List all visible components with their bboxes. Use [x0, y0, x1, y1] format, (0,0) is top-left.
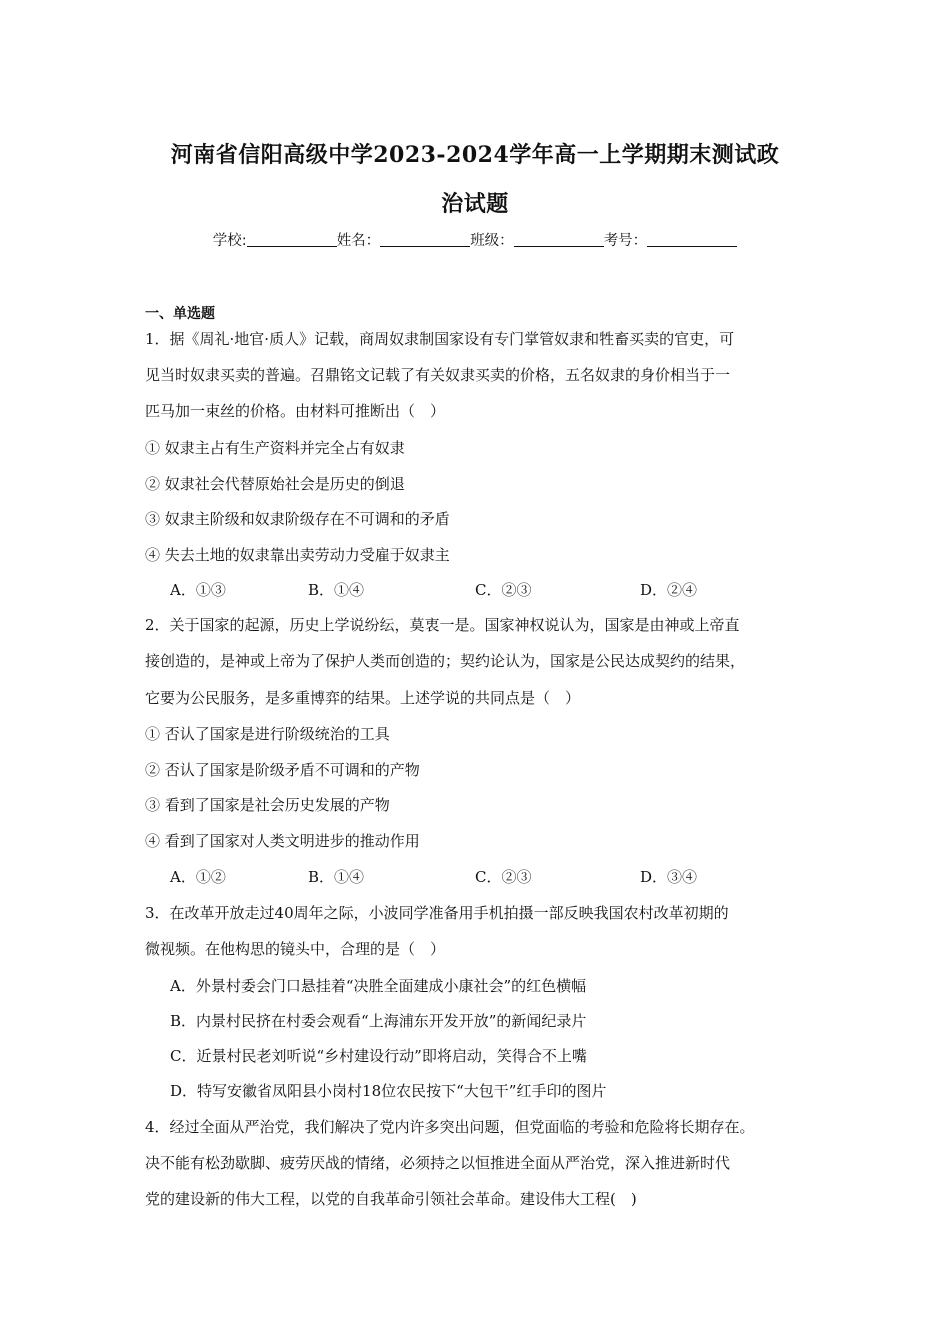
id-blank: [647, 232, 737, 247]
q1-option-b: B．①④: [308, 581, 365, 599]
q1-stem-line: 见当时奴隶买卖的普遍。召鼎铭文记载了有关奴隶买卖的价格，五名奴隶的身价相当于一: [145, 366, 731, 384]
class-label: 班级：: [470, 233, 514, 249]
q3-option-b: B．内景村民挤在村委会观看“上海浦东开发开放”的新闻纪录片: [170, 1012, 587, 1030]
class-blank: [514, 232, 604, 247]
q1-stem-line: 匹马加一束丝的价格。由材料可推断出（ ）: [145, 402, 446, 420]
q3-stem-line: 3．在改革开放走过40周年之际，小波同学准备用手机拍摄一部反映我国农村改革初期的: [145, 904, 729, 922]
exam-title-line1: 河南省信阳高级中学2023-2024学年高一上学期期末测试政: [170, 142, 780, 168]
q3-option-c: C．近景村民老刘听说“乡村建设行动”即将启动，笑得合不上嘴: [170, 1047, 587, 1065]
q2-statement: ③ 看到了国家是社会历史发展的产物: [145, 796, 390, 814]
q1-option-a: A．①③: [170, 581, 226, 599]
q1-option-d: D．②④: [640, 581, 698, 599]
school-blank: [247, 232, 337, 247]
section-title: 一、单选题: [145, 306, 215, 322]
student-info-row: [0, 229, 950, 250]
q1-statement: ④ 失去土地的奴隶靠出卖劳动力受雇于奴隶主: [145, 546, 450, 564]
q4-stem-line: 决不能有松劲歇脚、疲劳厌战的情绪，必须持之以恒推进全面从严治党，深入推进新时代: [145, 1154, 731, 1172]
q3-option-d: D．特写安徽省凤阳县小岗村18位农民按下“大包干”红手印的图片: [170, 1082, 607, 1100]
name-label: 姓名：: [336, 233, 381, 249]
q2-option-d: D．③④: [640, 868, 698, 886]
id-label: 考号：: [603, 233, 648, 249]
q3-stem-line: 微视频。在他构思的镜头中，合理的是（ ）: [145, 940, 446, 958]
q2-stem-line: 它要为公民服务，是多重博弈的结果。上述学说的共同点是（ ）: [145, 689, 581, 707]
q1-stem-line: 1．据《周礼·地官·质人》记载，商周奴隶制国家设有专门掌管奴隶和牲畜买卖的官吏，可: [145, 330, 735, 348]
q1-statement: ① 奴隶主占有生产资料并完全占有奴隶: [145, 439, 405, 457]
q2-option-a: A．①②: [170, 868, 226, 886]
name-blank: [380, 232, 470, 247]
q1-statement: ② 奴隶社会代替原始社会是历史的倒退: [145, 475, 405, 493]
q1-statement: ③ 奴隶主阶级和奴隶阶级存在不可调和的矛盾: [145, 510, 450, 528]
q2-statement: ④ 看到了国家对人类文明进步的推动作用: [145, 832, 420, 850]
q2-stem-line: 接创造的，是神或上帝为了保护人类而创造的；契约论认为，国家是公民达成契约的结果，: [145, 652, 746, 670]
exam-title-line2: 治试题: [441, 191, 509, 217]
q2-statement: ① 否认了国家是进行阶级统治的工具: [145, 725, 390, 743]
school-label: 学校:: [212, 233, 247, 249]
q2-option-b: B．①④: [308, 868, 365, 886]
q4-stem-line: 党的建设新的伟大工程，以党的自我革命引领社会革命。建设伟大工程( ): [145, 1190, 637, 1208]
q1-option-c: C．②③: [475, 581, 532, 599]
q2-stem-line: 2．关于国家的起源，历史上学说纷纭，莫衷一是。国家神权说认为，国家是由神或上帝直: [145, 616, 740, 634]
q3-option-a: A．外景村委会门口悬挂着“决胜全面建成小康社会”的红色横幅: [170, 977, 587, 995]
q2-option-c: C．②③: [475, 868, 532, 886]
q4-stem-line: 4．经过全面从严治党，我们解决了党内许多突出问题，但党面临的考验和危险将长期存在。: [145, 1118, 755, 1136]
q2-statement: ② 否认了国家是阶级矛盾不可调和的产物: [145, 761, 420, 779]
